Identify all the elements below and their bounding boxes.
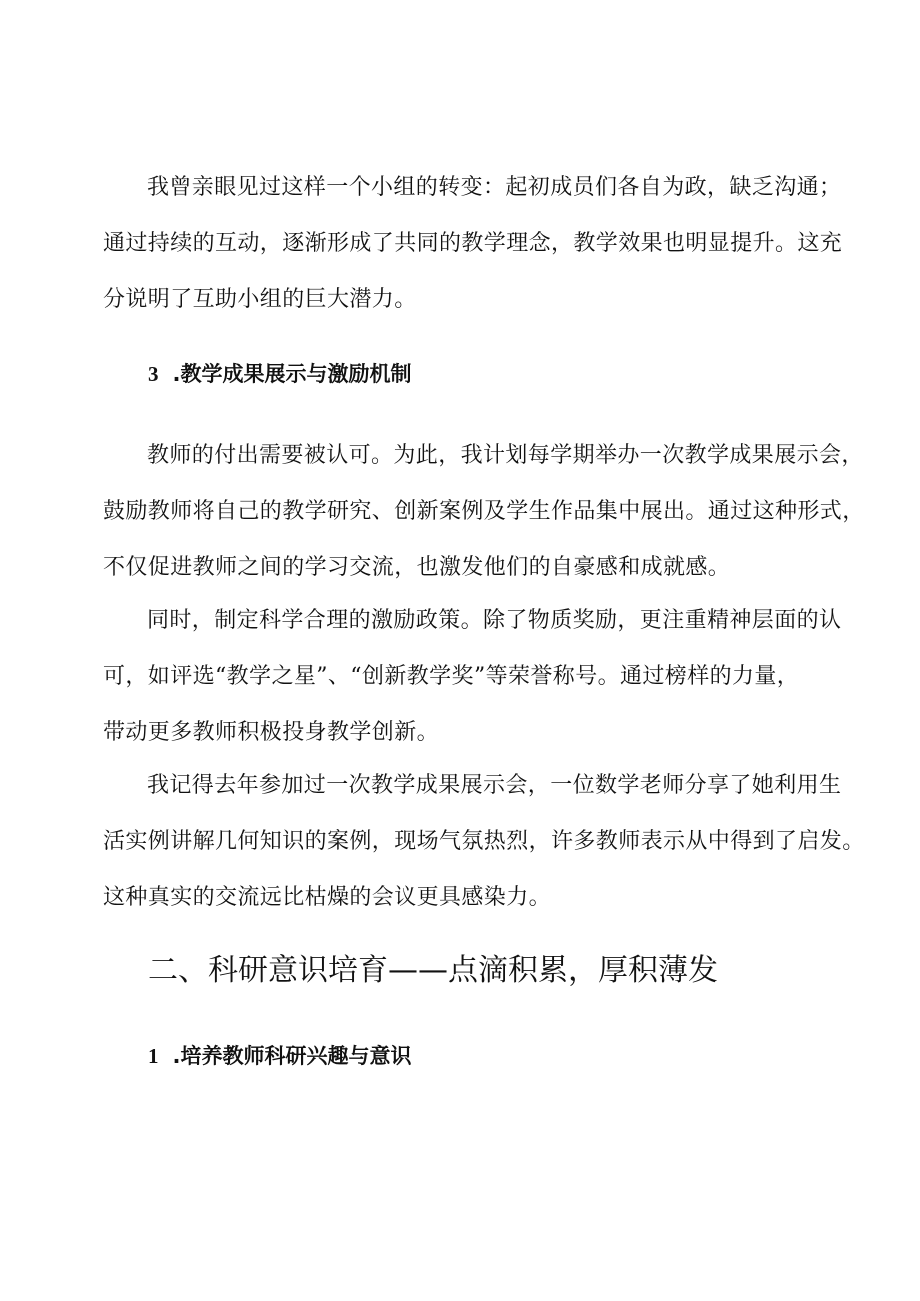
- paragraph-line: 分说明了互助小组的巨大潜力。: [103, 287, 417, 312]
- subheading-achievement-incentive: [148, 358, 411, 388]
- paragraph-line: 我记得去年参加过一次教学成果展示会，一位数学老师分享了她利用生: [147, 773, 842, 798]
- paragraph-incentive-policy: [103, 593, 842, 761]
- paragraph-line: 不仅促进教师之间的学习交流，也激发他们的自豪感和成就感。: [103, 555, 731, 580]
- paragraph-line: 我曾亲眼见过这样一个小组的转变：起初成员们各自为政，缺乏沟通；: [147, 175, 842, 200]
- paragraph-line: 活实例讲解几何知识的案例，现场气氛热烈，许多教师表示从中得到了启发。: [103, 829, 865, 854]
- paragraph-achievement-showcase: [103, 428, 865, 596]
- subheading-number: 1: [148, 1044, 159, 1068]
- subheading-number: 3: [148, 362, 159, 386]
- paragraph-line: 通过持续的互动，逐渐形成了共同的教学理念，教学效果也明显提升。这充: [103, 231, 843, 256]
- paragraph-line: 带动更多教师积极投身教学创新。: [103, 720, 440, 745]
- paragraph-line: 这种真实的交流远比枯燥的会议更具感染力。: [103, 885, 552, 910]
- subheading-text: .教学成果展示与激励机制: [172, 362, 412, 386]
- subheading-research-interest: [148, 1040, 411, 1070]
- paragraph-line: 教师的付出需要被认可。为此，我计划每学期举办一次教学成果展示会，: [147, 443, 864, 468]
- section-title-research-awareness: 二、科研意识培育——点滴积累，厚积薄发: [148, 953, 718, 988]
- paragraph-line: 同时，制定科学合理的激励政策。除了物质奖励，更注重精神层面的认: [147, 608, 842, 633]
- paragraph-group-transformation: [103, 160, 843, 328]
- paragraph-math-teacher-story: [103, 758, 865, 926]
- paragraph-line: 可，如评选“教学之星”、“创新教学奖”等荣誉称号。通过榜样的力量，: [103, 664, 800, 689]
- paragraph-line: 鼓励教师将自己的教学研究、创新案例及学生作品集中展出。通过这种形式，: [103, 499, 865, 524]
- subheading-text: .培养教师科研兴趣与意识: [172, 1044, 412, 1068]
